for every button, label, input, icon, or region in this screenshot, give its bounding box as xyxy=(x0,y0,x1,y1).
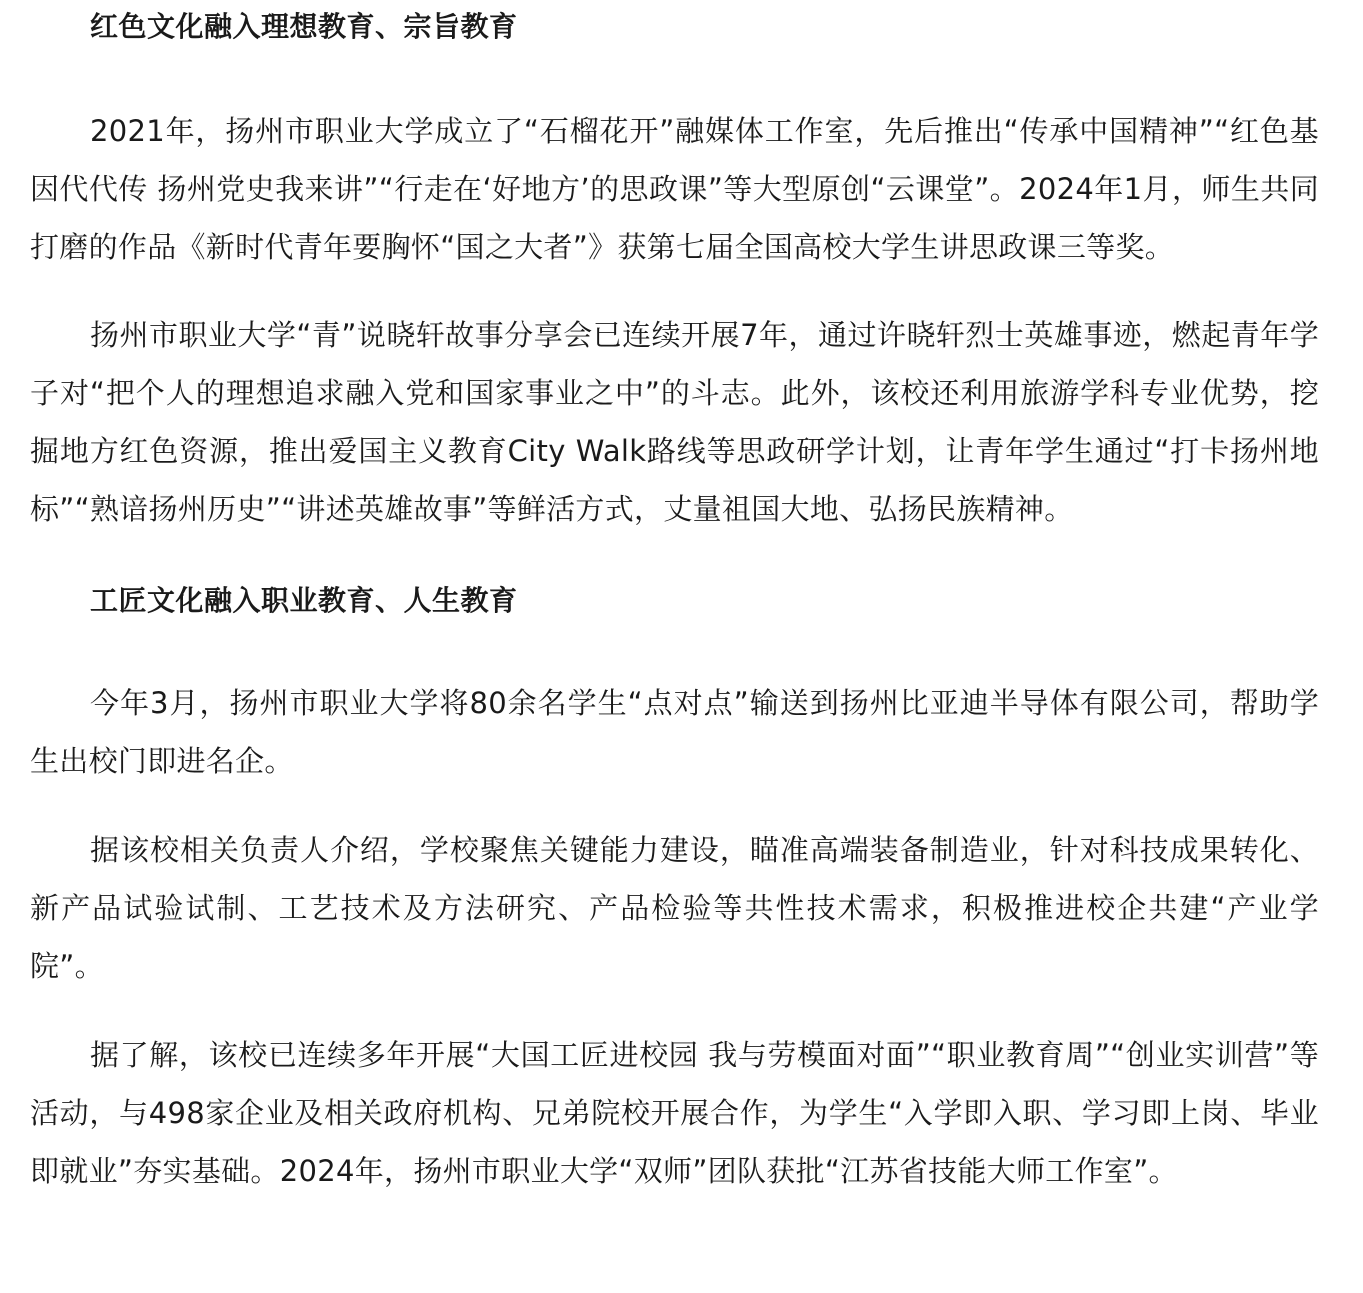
paragraph: 据了解，该校已连续多年开展“大国工匠进校园 我与劳模面对面”“职业教育周”“创业实训营”等活动，与498家企业及相关政府机构、兄弟院校开展合作，为学生“入学即入职、学习即上岗、毕业即就业”夯实基础。2024年，扬州市职业大学“双师”团队获批“江苏省技能大师工作室”。 xyxy=(30,1038,1319,1188)
section-heading-red-culture: 红色文化融入理想教育、宗旨教育 xyxy=(90,10,518,43)
paragraph: 今年3月，扬州市职业大学将80余名学生“点对点”输送到扬州比亚迪半导体有限公司，帮助学生出校门即进名企。 xyxy=(30,686,1319,778)
paragraph: 扬州市职业大学“青”说晓轩故事分享会已连续开展7年，通过许晓轩烈士英雄事迹，燃起青年学子对“把个人的理想追求融入党和国家事业之中”的斗志。此外，该校还利用旅游学科专业优势，挖掘地方红色资源，推出爱国主义教育City Walk路线等思政研学计划，让青年学生通过“打卡扬州地标”“熟谙扬州历史”“讲述英雄故事”等鲜活方式，丈量祖国大地、弘扬民族精神。 xyxy=(30,318,1319,526)
paragraph: 据该校相关负责人介绍，学校聚焦关键能力建设，瞄准高端装备制造业，针对科技成果转化、新产品试验试制、工艺技术及方法研究、产品检验等共性技术需求，积极推进校企共建“产业学院”。 xyxy=(30,833,1319,983)
section-heading-craftsman-culture: 工匠文化融入职业教育、人生教育 xyxy=(90,584,518,617)
paragraph: 2021年，扬州市职业大学成立了“石榴花开”融媒体工作室，先后推出“传承中国精神”“红色基因代代传 扬州党史我来讲”“行走在‘好地方’的思政课”等大型原创“云课堂”。2024年1月，师生共同打磨的作品《新时代青年要胸怀“国之大者”》获第七届全国高校大学生讲思政课三等奖。 xyxy=(30,114,1319,264)
